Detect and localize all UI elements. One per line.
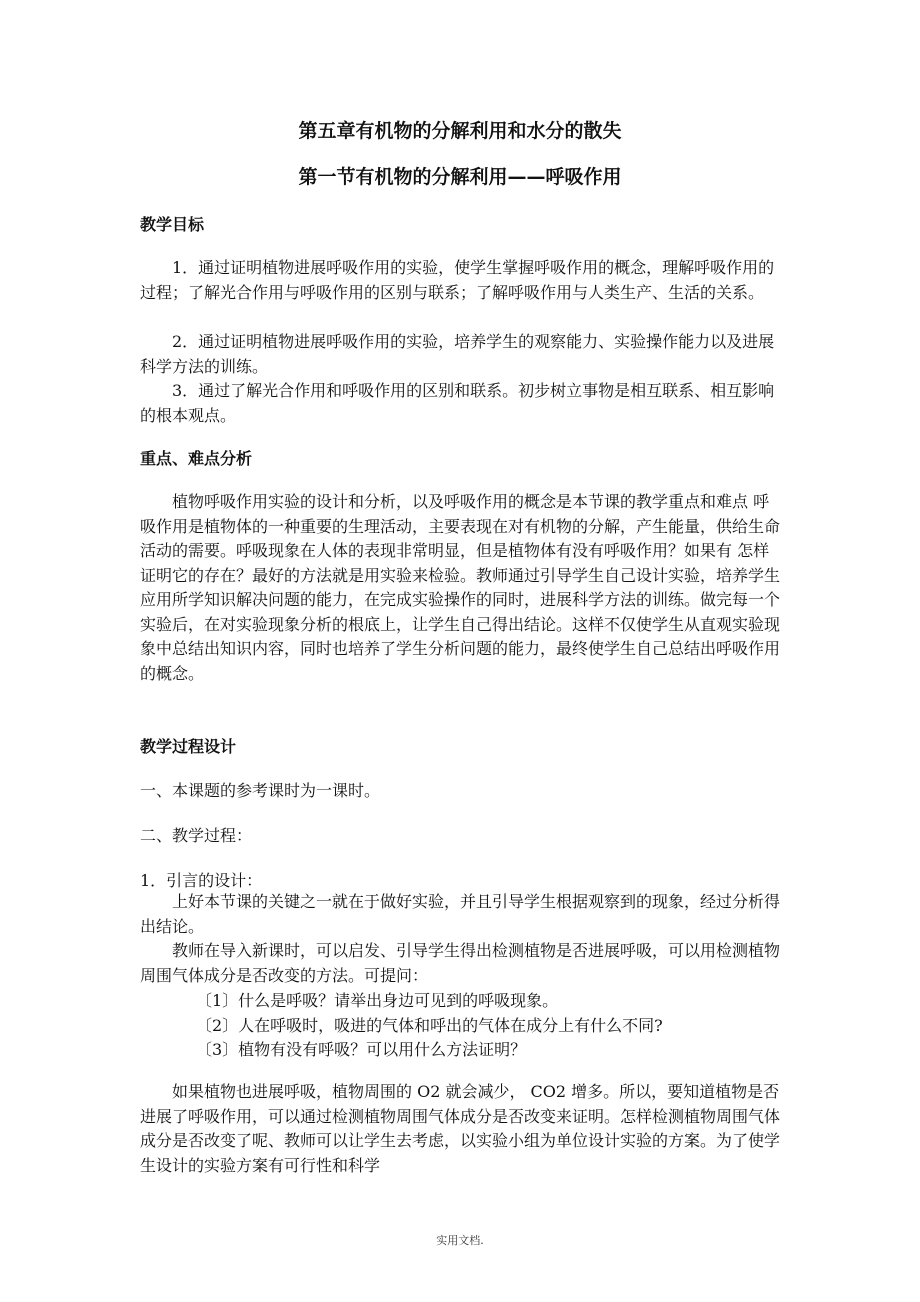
objective-1: 1．通过证明植物进展呼吸作用的实验，使学生掌握呼吸作用的概念，理解呼吸作用的过程；了解光合作用与呼吸作用的区别与联系；了解呼吸作用与人类生产、生活的关系。 [140,258,775,302]
heading-keypoints: 重点、难点分析 [140,449,253,468]
intro-paragraph-1: 上好本节课的关键之一就在于做好实验，并且引导学生根据观察到的现象，经过分析得出结论。 [140,892,781,936]
heading-objectives: 教学目标 [140,215,205,234]
question-1: 〔1〕什么是呼吸？请举出身边可见到的呼吸现象。 [196,991,559,1010]
item-two: 二、教学过程： [140,826,253,845]
chapter-title: 第五章有机物的分解利用和水分的散失 [298,120,622,142]
item-one: 一、本课题的参考课时为一课时。 [140,781,381,800]
heading-process: 教学过程设计 [140,737,237,756]
question-2: 〔2〕人在呼吸时，吸进的气体和呼出的气体在成分上有什么不同? [196,1016,663,1035]
section-title: 第一节有机物的分解利用——呼吸作用 [298,166,622,188]
question-3: 〔3〕植物有没有呼吸？可以用什么方法证明？ [196,1040,527,1059]
page-footer: 实用文档. [436,1234,484,1247]
final-paragraph: 如果植物也进展呼吸，植物周围的 O2 就会减少， CO2 增多。所以，要知道植物是否进展了呼吸作用，可以通过检测植物周围气体成分是否改变来证明。怎样检测植物周围气体成分是否改变了呢、教师可以让学生去考虑，以实验小组为单位设计实验的方案。为了使学生设计的实验方案有可行性和科学 [140,1082,781,1175]
objective-2: 2．通过证明植物进展呼吸作用的实验，培养学生的观察能力、实验操作能力以及进展科学方法的训练。 [140,332,775,376]
sub-item-intro: 1．引言的设计： [140,871,263,890]
objective-3: 3．通过了解光合作用和呼吸作用的区别和联系。初步树立事物是相互联系、相互影响的根本观点。 [140,381,775,425]
keypoints-paragraph: 植物呼吸作用实验的设计和分析，以及呼吸作用的概念是本节课的教学重点和难点 呼吸作用是植物体的一种重要的生理活动，主要表现在对有机物的分解，产生能量，供给生命活动的需要。呼吸现象在人体的表现非常明显，但是植物体有没有呼吸作用？如果有 怎样证明它的存在？最好的方法就是用实验来检验。教师通过引导学生自己设计实验，培养学生应用所学知识解决问题的能力，在完成实验操作的同时，进展科学方法的训练。做完每一个实验后，在对实验现象分析的根底上，让学生自己得出结论。这样不仅使学生从直观实验现象中总结出知识内容，同时也培养了学生分析问题的能力，最终使学生自己总结出呼吸作用的概念。 [140,492,781,683]
intro-paragraph-2: 教师在导入新课时，可以启发、引导学生得出检测植物是否进展呼吸，可以用检测植物周围气体成分是否改变的方法。可提问： [140,941,781,985]
